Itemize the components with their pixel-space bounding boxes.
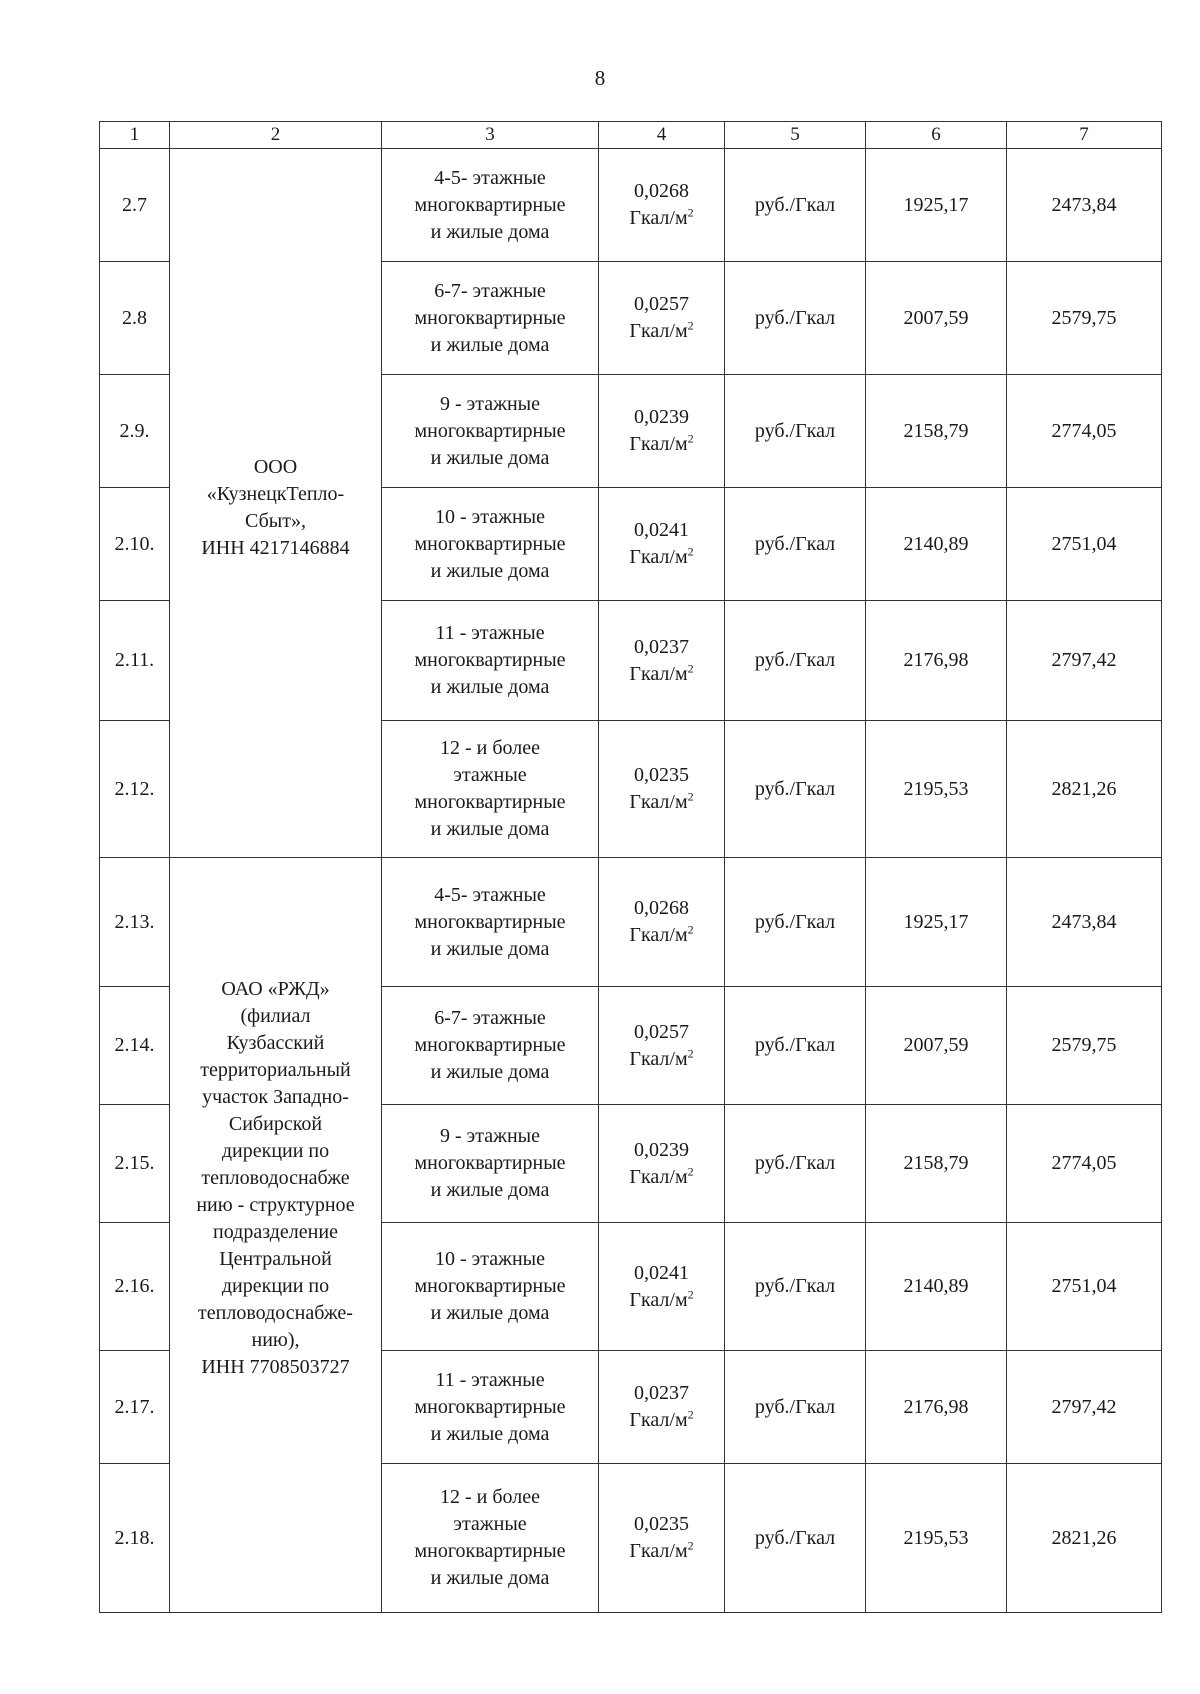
tariff-unit: руб./Гкал [725, 1351, 866, 1464]
text-line: тепловодоснабже [201, 1167, 350, 1189]
row-number: 2.14. [100, 987, 170, 1105]
norm-value: 0,0268 [634, 180, 689, 202]
text-line: Сбыт», [245, 510, 306, 532]
building-type [382, 375, 599, 488]
building-type [382, 987, 599, 1105]
tariff-value-col7: 2579,75 [1007, 987, 1162, 1105]
text-line: тепловодоснабже- [198, 1302, 353, 1324]
tariff-unit: руб./Гкал [725, 262, 866, 375]
header-row [100, 122, 1162, 149]
text-line: и жилые дома [430, 1061, 550, 1083]
text-line: и жилые дома [430, 1567, 550, 1589]
building-type [382, 1105, 599, 1223]
building-type [382, 1223, 599, 1351]
tariff-value-col7: 2751,04 [1007, 488, 1162, 601]
tariff-value-col6: 1925,17 [866, 149, 1007, 262]
text-line: подразделение [213, 1221, 338, 1243]
norm-unit: Гкал/м [629, 924, 688, 946]
row-number: 2.10. [100, 488, 170, 601]
organization-kuznetskteplosbyt [170, 149, 382, 858]
norm-unit-exponent: 2 [687, 1045, 694, 1060]
building-type [382, 262, 599, 375]
norm-unit-exponent: 2 [687, 544, 694, 559]
text-line: 6-7- этажные [434, 1007, 546, 1029]
tariff-value-col6: 2176,98 [866, 601, 1007, 721]
text-line: ИНН 4217146884 [201, 537, 350, 559]
row-number: 2.17. [100, 1351, 170, 1464]
tariff-unit: руб./Гкал [725, 601, 866, 721]
row-number: 2.8 [100, 262, 170, 375]
header-col-3: 3 [382, 122, 599, 149]
norm-unit-exponent: 2 [687, 1407, 694, 1422]
norm-value: 0,0235 [634, 1513, 689, 1535]
tariff-value-col6: 2195,53 [866, 721, 1007, 858]
norm-value: 0,0257 [634, 1020, 689, 1043]
tariff-value-col6: 2158,79 [866, 1105, 1007, 1223]
building-type [382, 601, 599, 721]
text-line: нию - структурное [196, 1194, 355, 1216]
tariff-value-col7: 2473,84 [1007, 149, 1162, 262]
tariff-value-col6: 2140,89 [866, 1223, 1007, 1351]
building-type [382, 488, 599, 601]
text-line: и жилые дома [430, 446, 550, 469]
text-line: многоквартирные [414, 649, 566, 671]
text-line: Центральной [219, 1248, 332, 1270]
text-line: многоквартирные [414, 1152, 566, 1174]
building-type [382, 721, 599, 858]
norm-value: 0,0239 [634, 406, 689, 428]
building-type [382, 1464, 599, 1613]
text-line: 12 - и более [439, 1486, 540, 1508]
tariff-value-col6: 2176,98 [866, 1351, 1007, 1464]
norm-value: 0,0237 [634, 1382, 689, 1404]
text-line: этажные [453, 1513, 527, 1535]
organization-rzd [170, 858, 382, 1613]
norm-unit: Гкал/м [629, 1288, 688, 1311]
row-number: 2.18. [100, 1464, 170, 1613]
text-line: территориальный [200, 1059, 351, 1081]
consumption-norm [599, 1105, 725, 1223]
text-line: 11 - этажные [435, 1368, 545, 1391]
tariff-value-col6: 2007,59 [866, 262, 1007, 375]
header-col-2: 2 [170, 122, 382, 149]
building-type [382, 1351, 599, 1464]
consumption-norm [599, 375, 725, 488]
norm-unit: Гкал/м [629, 320, 688, 342]
header-col-6: 6 [866, 122, 1007, 149]
norm-unit: Гкал/м [629, 207, 688, 229]
tariff-unit: руб./Гкал [725, 375, 866, 488]
page-number: 8 [594, 66, 606, 90]
text-line: многоквартирные [414, 791, 566, 813]
tariff-value-col6: 2140,89 [866, 488, 1007, 601]
text-line: многоквартирные [414, 1395, 566, 1418]
header-col-5: 5 [725, 122, 866, 149]
consumption-norm [599, 987, 725, 1105]
tariff-value-col7: 2774,05 [1007, 1105, 1162, 1223]
norm-value: 0,0235 [634, 764, 689, 786]
text-line: Сибирской [228, 1113, 323, 1135]
text-line: «КузнецкТепло- [206, 483, 345, 505]
building-type [382, 858, 599, 987]
text-line: и жилые дома [430, 559, 550, 582]
consumption-norm [599, 601, 725, 721]
norm-value: 0,0257 [634, 293, 689, 315]
text-line: и жилые дома [430, 333, 550, 356]
tariff-value-col7: 2751,04 [1007, 1223, 1162, 1351]
text-line: 9 - этажные [440, 1125, 540, 1147]
consumption-norm [599, 721, 725, 858]
norm-unit: Гкал/м [629, 1047, 688, 1070]
text-line: 4-5- этажные [434, 166, 546, 189]
norm-unit: Гкал/м [629, 433, 688, 455]
text-line: многоквартирные [414, 1275, 566, 1297]
consumption-norm [599, 858, 725, 987]
text-line: дирекции по [221, 1275, 330, 1297]
consumption-norm [599, 488, 725, 601]
text-line: 11 - этажные [435, 622, 545, 644]
text-line: нию), [251, 1329, 300, 1351]
norm-unit-exponent: 2 [687, 1286, 694, 1301]
text-line: и жилые дома [430, 220, 550, 243]
tariff-value-col7: 2774,05 [1007, 375, 1162, 488]
text-line: 9 - этажные [440, 392, 540, 415]
text-line: 12 - и более [439, 737, 540, 759]
tariff-value-col7: 2797,42 [1007, 601, 1162, 721]
norm-unit-exponent: 2 [687, 431, 694, 446]
tariff-unit: руб./Гкал [725, 858, 866, 987]
norm-unit-exponent: 2 [687, 1538, 694, 1553]
tariff-unit: руб./Гкал [725, 149, 866, 262]
norm-unit-exponent: 2 [687, 922, 694, 937]
row-number: 2.11. [100, 601, 170, 721]
norm-unit-exponent: 2 [687, 205, 694, 220]
tariff-unit: руб./Гкал [725, 1223, 866, 1351]
consumption-norm [599, 262, 725, 375]
tariff-unit: руб./Гкал [725, 1464, 866, 1613]
text-line: (филиал [240, 1005, 311, 1027]
table-row [100, 149, 1162, 262]
row-number: 2.9. [100, 375, 170, 488]
text-line: Кузбасский [226, 1032, 325, 1054]
consumption-norm [599, 1351, 725, 1464]
text-line: многоквартирные [414, 910, 566, 933]
text-line: дирекции по [221, 1140, 330, 1162]
row-number: 2.12. [100, 721, 170, 858]
table-row [100, 858, 1162, 987]
norm-unit-exponent: 2 [687, 1163, 694, 1178]
text-line: и жилые дома [430, 676, 550, 698]
tariff-value-col7: 2821,26 [1007, 721, 1162, 858]
text-line: ООО [253, 456, 298, 478]
text-line: этажные [453, 764, 527, 786]
row-number: 2.16. [100, 1223, 170, 1351]
consumption-norm [599, 149, 725, 262]
tariff-value-col7: 2797,42 [1007, 1351, 1162, 1464]
header-col-7: 7 [1007, 122, 1162, 149]
tariff-unit: руб./Гкал [725, 987, 866, 1105]
text-line: и жилые дома [430, 937, 550, 960]
building-type [382, 149, 599, 262]
row-number: 2.15. [100, 1105, 170, 1223]
tariff-value-col7: 2579,75 [1007, 262, 1162, 375]
norm-unit-exponent: 2 [687, 318, 694, 333]
norm-unit-exponent: 2 [687, 789, 694, 804]
norm-unit: Гкал/м [629, 546, 688, 568]
tariff-value-col6: 2007,59 [866, 987, 1007, 1105]
tariff-value-col7: 2821,26 [1007, 1464, 1162, 1613]
text-line: и жилые дома [430, 1179, 550, 1201]
consumption-norm [599, 1464, 725, 1613]
norm-value: 0,0241 [634, 1261, 689, 1284]
norm-unit: Гкал/м [629, 1409, 688, 1431]
norm-unit: Гкал/м [629, 791, 688, 813]
text-line: 6-7- этажные [434, 279, 546, 302]
tariff-value-col6: 2158,79 [866, 375, 1007, 488]
header-col-4: 4 [599, 122, 725, 149]
text-line: 10 - этажные [435, 505, 545, 528]
tariff-value-col6: 2195,53 [866, 1464, 1007, 1613]
text-line: ОАО «РЖД» [221, 978, 330, 1000]
text-line: ИНН 7708503727 [201, 1356, 350, 1378]
header-col-1: 1 [100, 122, 170, 149]
row-number: 2.13. [100, 858, 170, 987]
text-line: и жилые дома [430, 1422, 550, 1445]
text-line: многоквартирные [414, 1540, 566, 1562]
text-line: многоквартирные [414, 532, 566, 555]
text-line: участок Западно- [202, 1086, 349, 1108]
norm-unit: Гкал/м [629, 1165, 688, 1188]
tariff-unit: руб./Гкал [725, 488, 866, 601]
tariff-unit: руб./Гкал [725, 721, 866, 858]
text-line: многоквартирные [414, 419, 566, 442]
norm-value: 0,0239 [634, 1138, 689, 1161]
text-line: 4-5- этажные [434, 883, 546, 906]
norm-unit: Гкал/м [629, 1540, 688, 1562]
table-body [100, 149, 1162, 1613]
tariff-unit: руб./Гкал [725, 1105, 866, 1223]
tariff-value-col6: 1925,17 [866, 858, 1007, 987]
consumption-norm [599, 1223, 725, 1351]
norm-unit: Гкал/м [629, 662, 688, 685]
text-line: 10 - этажные [435, 1248, 545, 1270]
norm-unit-exponent: 2 [687, 660, 694, 675]
norm-value: 0,0268 [634, 897, 689, 919]
text-line: и жилые дома [430, 1302, 550, 1324]
text-line: многоквартирные [414, 306, 566, 329]
norm-value: 0,0237 [634, 635, 689, 658]
text-line: многоквартирные [414, 193, 566, 216]
row-number: 2.7 [100, 149, 170, 262]
tariff-table [99, 121, 1162, 1613]
tariff-value-col7: 2473,84 [1007, 858, 1162, 987]
text-line: многоквартирные [414, 1034, 566, 1056]
text-line: и жилые дома [430, 818, 550, 840]
norm-value: 0,0241 [634, 519, 689, 541]
